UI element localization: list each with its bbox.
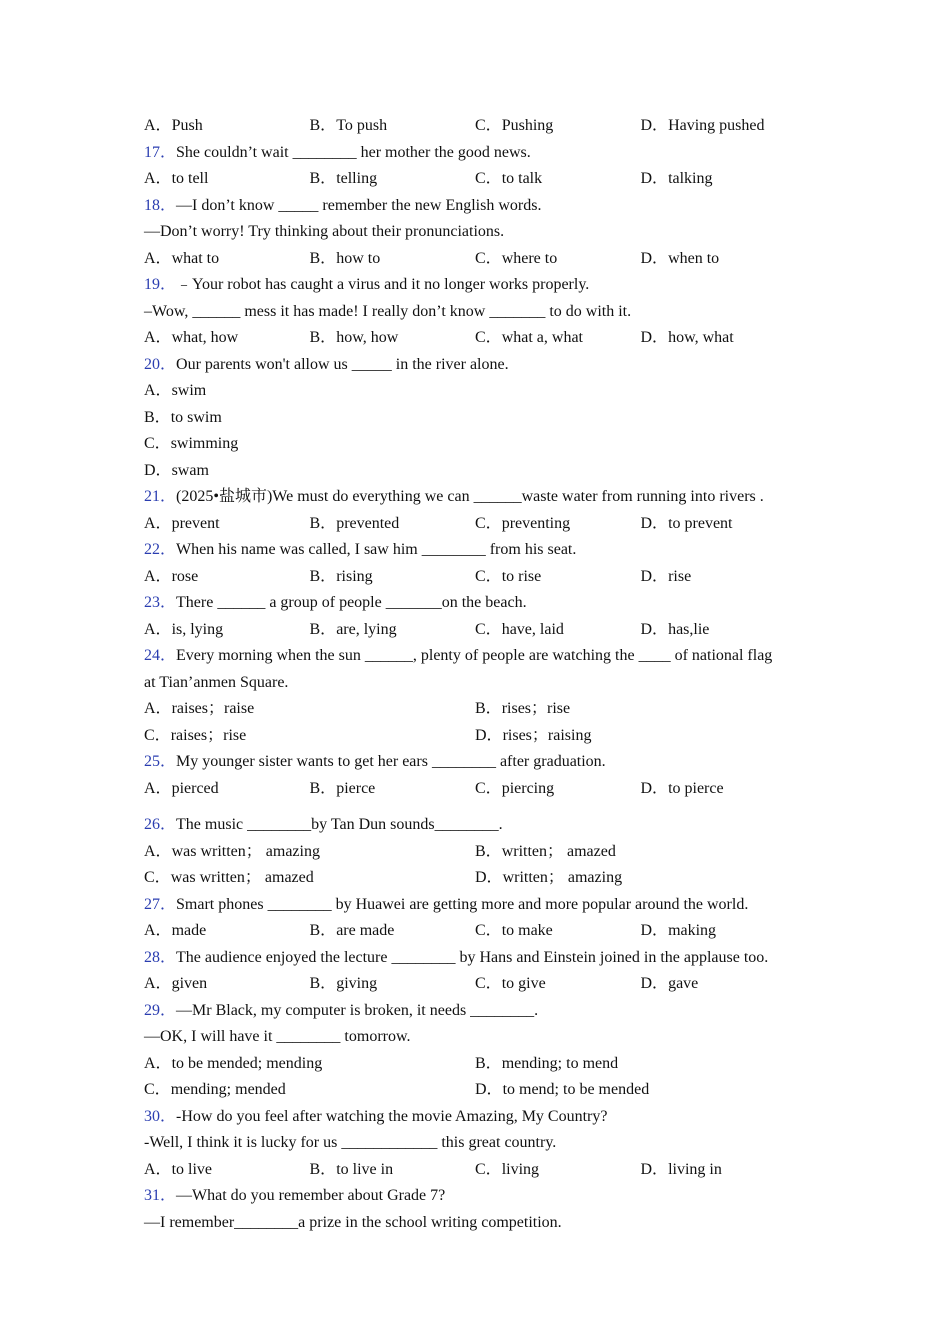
question-stem [144, 643, 814, 670]
option-letter: B． [309, 249, 337, 267]
option-text: To push [336, 117, 388, 134]
option-letter: B． [144, 408, 171, 426]
option-text: how to [336, 249, 381, 267]
question-20 [144, 352, 814, 485]
option-letter: C． [144, 1081, 171, 1098]
option-letter: B． [475, 842, 502, 860]
stem-text: –Wow, ______ mess it has made! I really don’t know _______ to do with it. [144, 302, 632, 320]
option-text: swimming [170, 435, 239, 452]
option-text: preventing [501, 514, 571, 532]
option-letter: A． [144, 117, 172, 134]
option-text: prevent [171, 514, 220, 532]
option-d [475, 1077, 806, 1104]
question-number: 20． [144, 355, 177, 373]
stem-text: ﹣Your robot has caught a virus and it no longer works properly. [176, 276, 590, 293]
option-letter: C． [144, 726, 171, 744]
stem-text: —I don’t know _____ remember the new English words. [176, 196, 542, 214]
option-text: Pushing [501, 117, 554, 134]
question-number: 26． [144, 816, 177, 833]
option-letter: C． [475, 329, 502, 346]
option-b [475, 839, 806, 866]
options-row [144, 378, 814, 405]
option-letter: D． [475, 726, 503, 744]
option-letter: C． [475, 922, 502, 939]
option-text: has,lie [668, 620, 710, 638]
options-row [144, 776, 814, 803]
option-letter: A． [144, 567, 172, 585]
options-row [144, 1077, 814, 1104]
option-c [475, 1157, 641, 1184]
option-text: are, lying [336, 620, 397, 638]
stem-text: —I remember________a prize in the school writing competition. [144, 1213, 562, 1231]
option-b [144, 405, 222, 432]
option-text: swim [171, 382, 207, 399]
option-a [144, 839, 475, 866]
stem-text: —Don’t worry! Try thinking about their pronunciations. [144, 223, 505, 240]
option-text: to tell [171, 170, 209, 187]
options-row [144, 723, 814, 750]
option-letter: B． [309, 117, 337, 134]
option-a [144, 166, 310, 193]
option-d [641, 511, 807, 538]
option-c [475, 246, 641, 273]
option-text: was written； amazed [170, 869, 314, 886]
option-b [310, 918, 476, 945]
options-row [144, 113, 814, 140]
question-stem [144, 590, 814, 617]
option-letter: A． [144, 842, 172, 860]
option-text: to live [171, 1160, 212, 1178]
option-letter: A． [144, 922, 172, 939]
option-letter: D． [475, 1081, 503, 1098]
question-stem [144, 892, 814, 919]
option-text: rising [336, 567, 373, 585]
question-number: 28． [144, 948, 177, 966]
option-letter: B． [309, 329, 337, 346]
option-letter: D． [640, 514, 669, 532]
question-stem [144, 1183, 814, 1210]
option-a [144, 325, 310, 352]
option-letter: A． [144, 1160, 172, 1178]
option-text: telling [336, 170, 378, 187]
option-text: when to [668, 249, 720, 267]
question-24 [144, 643, 814, 749]
options-row [144, 166, 814, 193]
option-text: to rise [501, 567, 542, 585]
option-b [310, 1157, 476, 1184]
option-letter: B． [309, 514, 337, 532]
option-letter: C． [144, 869, 171, 886]
option-text: written； amazed [501, 842, 616, 860]
option-text: mending; mended [170, 1081, 286, 1098]
option-letter: B． [309, 922, 337, 939]
options-row [144, 617, 814, 644]
option-b [475, 1051, 806, 1078]
option-text: piercing [501, 779, 555, 797]
question-28 [144, 945, 814, 998]
option-letter: B． [475, 700, 502, 717]
option-text: living in [668, 1160, 722, 1178]
option-c [144, 431, 238, 458]
option-letter: C． [144, 435, 171, 452]
option-text: to swim [170, 408, 222, 426]
option-text: given [171, 975, 208, 992]
option-letter: D． [640, 170, 669, 187]
option-b [310, 776, 476, 803]
options-row [144, 839, 814, 866]
option-b [310, 113, 476, 140]
options-row [144, 918, 814, 945]
option-text: making [668, 922, 717, 939]
option-text: living [501, 1160, 540, 1178]
option-d [641, 971, 807, 998]
options-row [144, 405, 814, 432]
option-letter: D． [640, 567, 669, 585]
option-b [310, 617, 476, 644]
option-a [144, 918, 310, 945]
option-c [475, 511, 641, 538]
option-letter: D． [640, 249, 669, 267]
option-c [475, 325, 641, 352]
question-29 [144, 998, 814, 1104]
option-c [475, 166, 641, 193]
options-row [144, 431, 814, 458]
option-letter: D． [640, 1160, 669, 1178]
question-number: 17． [144, 143, 177, 161]
option-letter: D． [640, 975, 669, 992]
option-letter: A． [144, 620, 172, 638]
question-number: 19． [144, 276, 177, 293]
question-stem [144, 749, 814, 776]
option-text: how, how [336, 329, 399, 346]
option-d [641, 166, 807, 193]
question-stem [144, 537, 814, 564]
option-text: prevented [336, 514, 400, 532]
option-letter: C． [475, 567, 502, 585]
option-d [641, 776, 807, 803]
option-text: rise [668, 567, 692, 585]
option-letter: D． [640, 779, 669, 797]
question-18 [144, 193, 814, 273]
option-a [144, 971, 310, 998]
question-stem [144, 1104, 814, 1131]
option-letter: C． [475, 170, 502, 187]
stem-text: Our parents won't allow us _____ in the river alone. [176, 355, 509, 373]
question-number: 24． [144, 647, 177, 664]
option-c [144, 1077, 475, 1104]
option-b [310, 166, 476, 193]
option-letter: B． [309, 1160, 337, 1178]
stem-text: at Tian’anmen Square. [144, 673, 289, 691]
option-letter: A． [144, 975, 172, 992]
option-letter: A． [144, 779, 172, 797]
option-text: have, laid [501, 620, 564, 638]
question-23 [144, 590, 814, 643]
option-text: to give [501, 975, 546, 992]
question-stem [144, 272, 814, 299]
question-number: 22． [144, 541, 177, 558]
question-19 [144, 272, 814, 352]
question-26 [144, 812, 814, 892]
question-number: 27． [144, 895, 177, 913]
option-letter: D． [640, 922, 669, 939]
option-a [144, 113, 310, 140]
option-text: to prevent [668, 514, 733, 532]
option-letter: B． [309, 170, 337, 187]
question-stem [144, 945, 814, 972]
stem-text: (2025•盐城市)We must do everything we can ______waste water from running into rivers . [176, 488, 764, 505]
question-22 [144, 537, 814, 590]
stem-text: —OK, I will have it ________ tomorrow. [144, 1028, 411, 1045]
option-b [310, 325, 476, 352]
stem-text: When his name was called, I saw him ________ from his seat. [176, 541, 577, 558]
option-text: made [171, 922, 207, 939]
option-letter: B． [309, 975, 337, 992]
option-text: written； amazing [502, 869, 623, 886]
options-row [144, 971, 814, 998]
question-document [144, 113, 814, 1236]
question-17 [144, 140, 814, 193]
question-number: 25． [144, 753, 177, 770]
option-b [310, 564, 476, 591]
options-row [144, 511, 814, 538]
option-d [641, 564, 807, 591]
option-text: raises；raise [171, 700, 255, 717]
option-b [310, 511, 476, 538]
option-a [144, 776, 310, 803]
stem-text: There ______ a group of people _______on the beach. [176, 594, 527, 611]
option-text: to live in [336, 1160, 394, 1178]
question-number: 21． [144, 488, 177, 505]
option-c [475, 564, 641, 591]
stem-text: My younger sister wants to get her ears ________ after graduation. [176, 753, 606, 770]
question-stem [144, 1130, 814, 1157]
stem-text: -Well, I think it is lucky for us ____________ this great country. [144, 1134, 557, 1151]
stem-text: —What do you remember about Grade 7? [176, 1187, 446, 1204]
option-letter: C． [475, 514, 502, 532]
question-stem [144, 299, 814, 326]
option-letter: A． [144, 514, 172, 532]
option-d [641, 325, 807, 352]
option-text: rose [171, 567, 199, 585]
question-30 [144, 1104, 814, 1184]
options-row [144, 1051, 814, 1078]
option-letter: A． [144, 700, 172, 717]
option-a [144, 511, 310, 538]
option-letter: D． [640, 620, 669, 638]
option-text: what a, what [501, 329, 583, 346]
option-text: pierced [171, 779, 219, 797]
option-d [641, 918, 807, 945]
option-a [144, 378, 206, 405]
option-letter: D． [475, 869, 503, 886]
option-text: is, lying [171, 620, 224, 638]
option-text: how, what [668, 329, 734, 346]
question-stem [144, 352, 814, 379]
question-stem [144, 1210, 814, 1237]
option-letter: B． [309, 567, 337, 585]
option-text: rises；raising [502, 726, 592, 744]
option-letter: D． [640, 117, 669, 134]
option-letter: B． [309, 779, 337, 797]
question-stem [144, 998, 814, 1025]
option-d [641, 1157, 807, 1184]
question-21 [144, 484, 814, 537]
option-a [144, 1051, 475, 1078]
option-text: mending; to mend [501, 1054, 619, 1072]
options-row [144, 564, 814, 591]
option-text: pierce [336, 779, 376, 797]
question-stem [144, 670, 814, 697]
question-27 [144, 892, 814, 945]
stem-text: —Mr Black, my computer is broken, it needs ________. [176, 1001, 539, 1019]
option-letter: B． [309, 620, 337, 638]
options-row [144, 1157, 814, 1184]
option-d [475, 865, 806, 892]
option-d [641, 113, 807, 140]
question-number: 18． [144, 196, 177, 214]
option-text: was written； amazing [171, 842, 320, 860]
option-letter: A． [144, 382, 172, 399]
option-text: are made [336, 922, 395, 939]
option-text: swam [171, 461, 209, 479]
question-number: 31． [144, 1187, 177, 1204]
option-letter: C． [475, 620, 502, 638]
question-number: 23． [144, 594, 177, 611]
question-number: 29． [144, 1001, 177, 1019]
question-stem [144, 219, 814, 246]
option-c [475, 918, 641, 945]
option-b [310, 246, 476, 273]
option-c [475, 617, 641, 644]
option-text: talking [668, 170, 713, 187]
question-31 [144, 1183, 814, 1236]
option-text: raises；rise [170, 726, 247, 744]
option-c [475, 776, 641, 803]
question-number: 30． [144, 1107, 177, 1125]
options-row [144, 865, 814, 892]
option-letter: C． [475, 779, 502, 797]
option-letter: C． [475, 249, 502, 267]
option-c [475, 971, 641, 998]
option-text: giving [336, 975, 378, 992]
option-text: what to [171, 249, 220, 267]
option-letter: A． [144, 249, 172, 267]
option-letter: D． [144, 461, 172, 479]
option-text: to talk [501, 170, 543, 187]
option-text: to mend; to be mended [502, 1081, 650, 1098]
question-stem [144, 812, 814, 839]
stem-text: -How do you feel after watching the movie Amazing, My Country? [176, 1107, 608, 1125]
question-stem [144, 193, 814, 220]
question-16 [144, 113, 814, 140]
question-25 [144, 749, 814, 802]
option-a [144, 564, 310, 591]
option-letter: C． [475, 1160, 502, 1178]
option-letter: C． [475, 117, 502, 134]
option-letter: B． [475, 1054, 502, 1072]
option-c [144, 865, 475, 892]
option-text: Having pushed [668, 117, 765, 134]
option-text: rises；rise [501, 700, 571, 717]
stem-text: The audience enjoyed the lecture ________ by Hans and Einstein joined in the applause too. [176, 948, 769, 966]
option-d [641, 617, 807, 644]
stem-text: She couldn’t wait ________ her mother the good news. [176, 143, 531, 161]
option-c [144, 723, 475, 750]
option-letter: D． [640, 329, 669, 346]
option-d [641, 246, 807, 273]
question-stem [144, 1024, 814, 1051]
stem-text: The music ________by Tan Dun sounds________. [176, 816, 503, 833]
option-b [310, 971, 476, 998]
option-c [475, 113, 641, 140]
option-a [144, 1157, 310, 1184]
option-text: gave [668, 975, 699, 992]
question-stem [144, 484, 814, 511]
option-a [144, 696, 475, 723]
stem-text: Smart phones ________ by Huawei are getting more and more popular around the world. [176, 895, 749, 913]
option-d [475, 723, 806, 750]
option-d [144, 458, 209, 485]
option-a [144, 617, 310, 644]
option-b [475, 696, 806, 723]
option-letter: A． [144, 1054, 172, 1072]
option-text: to be mended; mending [171, 1054, 323, 1072]
options-row [144, 696, 814, 723]
option-letter: A． [144, 329, 172, 346]
options-row [144, 458, 814, 485]
option-text: where to [501, 249, 558, 267]
option-text: to make [501, 922, 553, 939]
option-text: Push [171, 117, 203, 134]
options-row [144, 325, 814, 352]
option-text: to pierce [668, 779, 724, 797]
question-stem [144, 140, 814, 167]
stem-text: Every morning when the sun ______, plenty of people are watching the ____ of national flag [176, 647, 773, 664]
options-row [144, 246, 814, 273]
option-letter: A． [144, 170, 172, 187]
option-text: what, how [171, 329, 239, 346]
option-letter: C． [475, 975, 502, 992]
option-a [144, 246, 310, 273]
